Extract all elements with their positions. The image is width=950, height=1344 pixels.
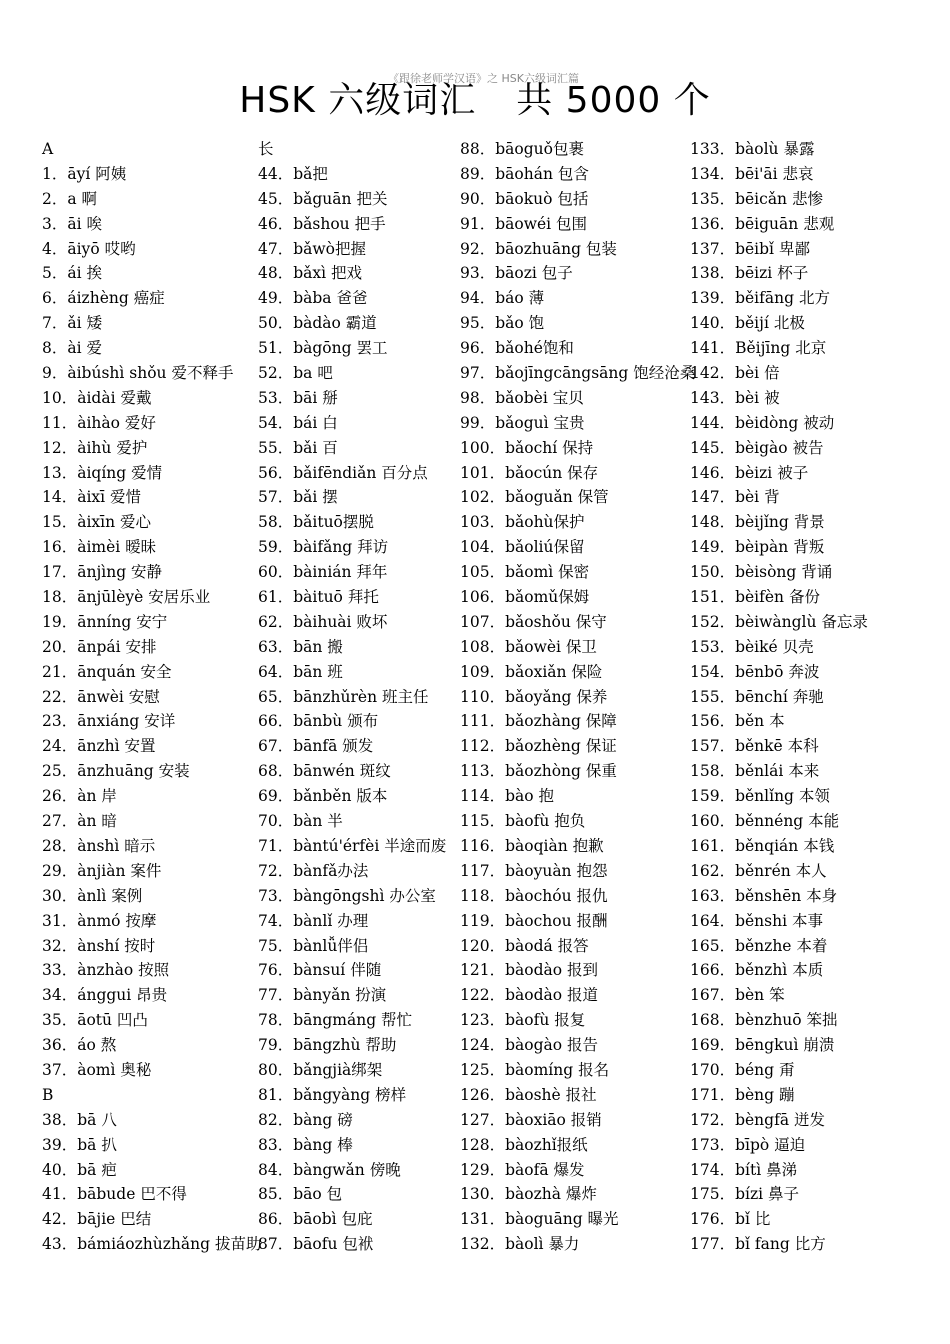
vocab-entry: 18．ānjūlèyè 安居乐业 xyxy=(42,588,211,607)
vocab-entry: 53．bāi 掰 xyxy=(258,388,338,407)
vocab-entry: 148．bèijǐng 背景 xyxy=(690,513,825,532)
vocab-entry: 5．ái 挨 xyxy=(42,264,102,283)
vocab-column-3 xyxy=(460,137,696,1257)
vocab-entry: 27．àn 暗 xyxy=(42,812,117,831)
vocab-entry: 81．bǎngyàng 榜样 xyxy=(258,1085,407,1104)
vocab-entry: 174．bítì 鼻涕 xyxy=(690,1160,798,1179)
vocab-entry: 128．bàozhǐ报纸 xyxy=(460,1135,588,1154)
vocab-entry: 71．bàntú'érfèi 半途而废 xyxy=(258,836,447,855)
vocab-entry: 137．bēibǐ 卑鄙 xyxy=(690,239,810,258)
vocab-entry: 151．bèifèn 备份 xyxy=(690,588,820,607)
vocab-entry: 126．bàoshè 报社 xyxy=(460,1085,597,1104)
vocab-entry: 58．bǎituō摆脱 xyxy=(258,513,374,532)
vocab-entry: 56．bǎifēndiǎn 百分点 xyxy=(258,463,428,482)
vocab-entry: 61．bàituō 拜托 xyxy=(258,588,379,607)
vocab-entry: 70．bàn 半 xyxy=(258,812,343,831)
vocab-entry: 47．bǎwò把握 xyxy=(258,239,366,258)
vocab-entry: 65．bānzhǔrèn 班主任 xyxy=(258,687,429,706)
section-letter: A xyxy=(42,140,54,158)
vocab-entry: 119．bàochou 报酬 xyxy=(460,911,608,930)
vocab-entry: 122．bàodào 报道 xyxy=(460,986,599,1005)
vocab-entry: 67．bānfā 颁发 xyxy=(258,737,374,756)
vocab-entry: 132．bàolì 暴力 xyxy=(460,1235,580,1254)
vocab-entry: 163．běnshēn 本身 xyxy=(690,886,838,905)
vocab-entry: 55．bǎi 百 xyxy=(258,438,338,457)
vocab-entry: 112．bǎozhèng 保证 xyxy=(460,737,617,756)
vocab-entry: 106．bǎomǔ保姆 xyxy=(460,588,590,607)
vocab-entry: 129．bàofā 爆发 xyxy=(460,1160,585,1179)
vocab-entry: 48．bǎxì 把戏 xyxy=(258,264,363,283)
vocab-entry: 145．bèigào 被告 xyxy=(690,438,824,457)
vocab-entry: 97．bǎojīngcāngsāng 饱经沧桑 xyxy=(460,364,696,383)
vocab-entry: 51．bàgōng 罢工 xyxy=(258,339,388,358)
vocab-entry: 173．bīpò 逼迫 xyxy=(690,1135,806,1154)
vocab-entry: 26．àn 岸 xyxy=(42,787,117,806)
vocab-entry: 37．àomì 奥秘 xyxy=(42,1060,152,1079)
vocab-entry: 52．ba 吧 xyxy=(258,364,333,383)
vocab-entry: 44．bǎ把 xyxy=(258,164,328,183)
vocab-entry: 125．bàomíng 报名 xyxy=(460,1060,610,1079)
vocab-entry: 103．bǎohù保护 xyxy=(460,513,585,532)
vocab-entry: 113．bǎozhòng 保重 xyxy=(460,762,617,781)
vocab-entry: 42．bājie 巴结 xyxy=(42,1210,152,1229)
vocab-entry: 102．bǎoguǎn 保管 xyxy=(460,488,609,507)
vocab-entry: 150．bèisòng 背诵 xyxy=(690,563,833,582)
vocab-entry: 121．bàodào 报到 xyxy=(460,961,599,980)
vocab-entry: 85．bāo 包 xyxy=(258,1185,343,1204)
vocab-entry: 39．bā 扒 xyxy=(42,1135,117,1154)
vocab-entry: 136．bēiguān 悲观 xyxy=(690,214,835,233)
vocab-entry: 41．bābude 巴不得 xyxy=(42,1185,187,1204)
vocab-entry: 59．bàifǎng 拜访 xyxy=(258,538,389,557)
vocab-entry: 152．bèiwànglù 备忘录 xyxy=(690,612,868,631)
vocab-entry: 159．běnlǐng 本领 xyxy=(690,787,830,806)
vocab-entry: 21．ānquán 安全 xyxy=(42,662,172,681)
vocab-entry: 149．bèipàn 背叛 xyxy=(690,538,825,557)
title-count: 共 5000 个 xyxy=(516,80,711,121)
vocab-entry: 长 xyxy=(258,140,274,158)
vocab-entry: 20．ānpái 安排 xyxy=(42,637,157,656)
vocab-entry: 175．bízi 鼻子 xyxy=(690,1185,800,1204)
vocab-entry: 80．bǎngjià绑架 xyxy=(258,1060,383,1079)
vocab-entry: 105．bǎomì 保密 xyxy=(460,563,590,582)
vocab-entry: 92．bāozhuāng 包装 xyxy=(460,239,617,258)
vocab-entry: 124．bàogào 报告 xyxy=(460,1036,599,1055)
vocab-entry: 64．bān 班 xyxy=(258,662,343,681)
vocab-entry: 168．bènzhuō 笨拙 xyxy=(690,1011,838,1030)
vocab-entry: 99．bǎoguì 宝贵 xyxy=(460,413,585,432)
vocab-entry: 138．bēizi 杯子 xyxy=(690,264,809,283)
vocab-entry: 154．bēnbō 奔波 xyxy=(690,662,820,681)
vocab-entry: 166．běnzhì 本质 xyxy=(690,961,824,980)
vocab-entry: 24．ānzhì 安置 xyxy=(42,737,156,756)
vocab-entry: 78．bāngmáng 帮忙 xyxy=(258,1011,413,1030)
vocab-entry: 84．bàngwǎn 傍晚 xyxy=(258,1160,401,1179)
vocab-entry: 57．bǎi 摆 xyxy=(258,488,338,507)
vocab-entry: 60．bàinián 拜年 xyxy=(258,563,388,582)
vocab-entry: 107．bǎoshǒu 保守 xyxy=(460,612,607,631)
vocab-entry: 98．bǎobèi 宝贝 xyxy=(460,388,584,407)
vocab-entry: 153．bèiké 贝壳 xyxy=(690,637,814,656)
vocab-entry: 77．bànyǎn 扮演 xyxy=(258,986,387,1005)
vocab-entry: 127．bàoxiāo 报销 xyxy=(460,1110,602,1129)
vocab-entry: 87．bāofu 包袱 xyxy=(258,1235,374,1254)
vocab-entry: 62．bàihuài 败坏 xyxy=(258,612,388,631)
vocab-entry: 96．bǎohé饱和 xyxy=(460,339,574,358)
vocab-column-2 xyxy=(258,137,453,1257)
vocab-entry: 177．bǐ fang 比方 xyxy=(690,1235,826,1254)
vocab-entry: 10．àidài 爱戴 xyxy=(42,388,152,407)
vocab-entry: 142．bèi 倍 xyxy=(690,364,780,383)
vocab-entry: 35．āotū 凹凸 xyxy=(42,1011,148,1030)
vocab-entry: 6．áizhèng 癌症 xyxy=(42,289,165,308)
vocab-entry: 2．a 啊 xyxy=(42,189,98,208)
vocab-column-1 xyxy=(42,137,262,1257)
page-title xyxy=(0,72,950,123)
vocab-entry: 54．bái 白 xyxy=(258,413,338,432)
vocab-entry: 176．bǐ 比 xyxy=(690,1210,771,1229)
vocab-entry: 155．bēnchí 奔驰 xyxy=(690,687,824,706)
vocab-entry: 88．bāoguǒ包裹 xyxy=(460,140,584,158)
vocab-entry: 36．áo 熬 xyxy=(42,1036,117,1055)
vocab-entry: 13．àiqíng 爱情 xyxy=(42,463,163,482)
vocab-entry: 156．běn 本 xyxy=(690,712,785,731)
vocab-entry: 172．bèngfā 迸发 xyxy=(690,1110,825,1129)
vocab-entry: 120．bàodá 报答 xyxy=(460,936,589,955)
vocab-entry: 141．Běijīng 北京 xyxy=(690,339,827,358)
vocab-entry: 50．bàdào 霸道 xyxy=(258,314,377,333)
vocab-entry: 4．āiyō 哎哟 xyxy=(42,239,136,258)
vocab-entry: 146．bèizi 被子 xyxy=(690,463,809,482)
vocab-entry: 76．bànsuí 伴随 xyxy=(258,961,382,980)
vocab-entry: 43．bámiáozhùzhǎng 拔苗助 xyxy=(42,1235,262,1254)
vocab-entry: 7．ǎi 矮 xyxy=(42,314,102,333)
vocab-entry: 25．ānzhuāng 安装 xyxy=(42,762,190,781)
vocab-entry: 38．bā 八 xyxy=(42,1110,117,1129)
vocab-entry: 104．bǎoliú保留 xyxy=(460,538,585,557)
vocab-entry: 123．bàofù 报复 xyxy=(460,1011,586,1030)
vocab-entry: 17．ānjìng 安静 xyxy=(42,563,163,582)
vocab-entry: 29．ànjiàn 案件 xyxy=(42,861,162,880)
vocab-entry: 11．àihào 爱好 xyxy=(42,413,156,432)
vocab-entry: 169．bēngkuì 崩溃 xyxy=(690,1036,835,1055)
vocab-entry: 34．ánggui 昂贵 xyxy=(42,986,168,1005)
vocab-entry: 66．bānbù 颁布 xyxy=(258,712,379,731)
vocab-entry: 170．béng 甭 xyxy=(690,1060,795,1079)
vocab-entry: 72．bànfǎ办法 xyxy=(258,861,369,880)
vocab-entry: 23．ānxiáng 安详 xyxy=(42,712,176,731)
vocab-entry: 3．āi 唉 xyxy=(42,214,102,233)
vocab-entry: 108．bǎowèi 保卫 xyxy=(460,637,597,656)
vocab-entry: 111．bǎozhàng 保障 xyxy=(460,712,617,731)
vocab-entry: 73．bàngōngshì 办公室 xyxy=(258,886,436,905)
vocab-entry: 90．bāokuò 包括 xyxy=(460,189,589,208)
vocab-entry: 12．àihù 爱护 xyxy=(42,438,148,457)
vocab-entry: 79．bāngzhù 帮助 xyxy=(258,1036,397,1055)
vocab-entry: 157．běnkē 本科 xyxy=(690,737,819,756)
vocab-entry: 30．ànlì 案例 xyxy=(42,886,143,905)
vocab-entry: 68．bānwén 斑纹 xyxy=(258,762,391,781)
vocab-entry: 115．bàofù 抱负 xyxy=(460,812,586,831)
watermark-text: 《跟徐老师学汉语》之 HSK六级词汇篇 xyxy=(388,72,579,85)
vocab-entry: 33．ànzhào 按照 xyxy=(42,961,170,980)
vocab-entry: 49．bàba 爸爸 xyxy=(258,289,368,308)
vocab-entry: 69．bǎnběn 版本 xyxy=(258,787,388,806)
vocab-entry: 28．ànshì 暗示 xyxy=(42,836,156,855)
vocab-entry: 32．ànshí 按时 xyxy=(42,936,156,955)
vocab-entry: 82．bàng 磅 xyxy=(258,1110,353,1129)
vocab-entry: 22．ānwèi 安慰 xyxy=(42,687,160,706)
title-main: HSK 六级词汇 xyxy=(239,80,477,121)
vocab-entry: 1．āyí 阿姨 xyxy=(42,164,127,183)
vocab-entry: 117．bàoyuàn 抱怨 xyxy=(460,861,608,880)
vocab-entry: 9．àibúshì shǒu 爱不释手 xyxy=(42,364,234,383)
vocab-entry: 114．bào 抱 xyxy=(460,787,555,806)
vocab-entry: 40．bā 疤 xyxy=(42,1160,117,1179)
vocab-entry: 118．bàochóu 报仇 xyxy=(460,886,608,905)
vocab-entry: 16．àimèi 暧昧 xyxy=(42,538,157,557)
vocab-entry: 133．bàolù 暴露 xyxy=(690,140,815,158)
vocab-entry: 94．báo 薄 xyxy=(460,289,545,308)
vocab-column-4 xyxy=(690,137,930,1257)
vocab-entry: 135．bēicǎn 悲惨 xyxy=(690,189,823,208)
vocab-entry: 161．běnqián 本钱 xyxy=(690,836,835,855)
vocab-entry: 158．běnlái 本来 xyxy=(690,762,820,781)
vocab-entry: 19．ānníng 安宁 xyxy=(42,612,168,631)
vocab-entry: 31．ànmó 按摩 xyxy=(42,911,157,930)
vocab-entry: 110．bǎoyǎng 保养 xyxy=(460,687,608,706)
vocab-entry: 140．běijí 北极 xyxy=(690,314,805,333)
vocab-entry: 86．bāobì 包庇 xyxy=(258,1210,373,1229)
vocab-entry: 134．bēi'āi 悲哀 xyxy=(690,164,814,183)
vocab-entry: 95．bǎo 饱 xyxy=(460,314,545,333)
vocab-entry: 171．bèng 蹦 xyxy=(690,1085,795,1104)
vocab-entry: 160．běnnéng 本能 xyxy=(690,812,840,831)
vocab-entry: 14．àixī 爱惜 xyxy=(42,488,142,507)
vocab-entry: 93．bāozi 包子 xyxy=(460,264,573,283)
vocab-entry: 100．bǎochí 保持 xyxy=(460,438,594,457)
vocab-entry: 75．bànlǚ伴侣 xyxy=(258,936,369,955)
vocab-entry: 83．bàng 棒 xyxy=(258,1135,353,1154)
vocab-entry: 8．ài 爱 xyxy=(42,339,102,358)
vocab-entry: 116．bàoqiàn 抱歉 xyxy=(460,836,604,855)
vocab-entry: 167．bèn 笨 xyxy=(690,986,785,1005)
vocab-entry: 63．bān 搬 xyxy=(258,637,343,656)
vocab-entry: 91．bāowéi 包围 xyxy=(460,214,588,233)
vocab-entry: 147．bèi 背 xyxy=(690,488,780,507)
vocab-entry: 130．bàozhà 爆炸 xyxy=(460,1185,597,1204)
vocab-entry: 15．àixīn 爱心 xyxy=(42,513,152,532)
vocab-entry: 165．běnzhe 本着 xyxy=(690,936,828,955)
vocab-entry: 139．běifāng 北方 xyxy=(690,289,830,308)
vocab-entry: 109．bǎoxiǎn 保险 xyxy=(460,662,603,681)
vocab-entry: 144．bèidòng 被动 xyxy=(690,413,835,432)
vocab-entry: 89．bāohán 包含 xyxy=(460,164,589,183)
vocab-entry: 164．běnshi 本事 xyxy=(690,911,823,930)
section-letter: B xyxy=(42,1085,54,1104)
vocab-entry: 162．běnrén 本人 xyxy=(690,861,827,880)
vocab-entry: 131．bàoguāng 曝光 xyxy=(460,1210,619,1229)
vocab-entry: 45．bǎguān 把关 xyxy=(258,189,388,208)
vocab-entry: 74．bànlǐ 办理 xyxy=(258,911,369,930)
vocab-entry: 46．bǎshou 把手 xyxy=(258,214,386,233)
vocab-entry: 101．bǎocún 保存 xyxy=(460,463,599,482)
vocab-entry: 143．bèi 被 xyxy=(690,388,780,407)
